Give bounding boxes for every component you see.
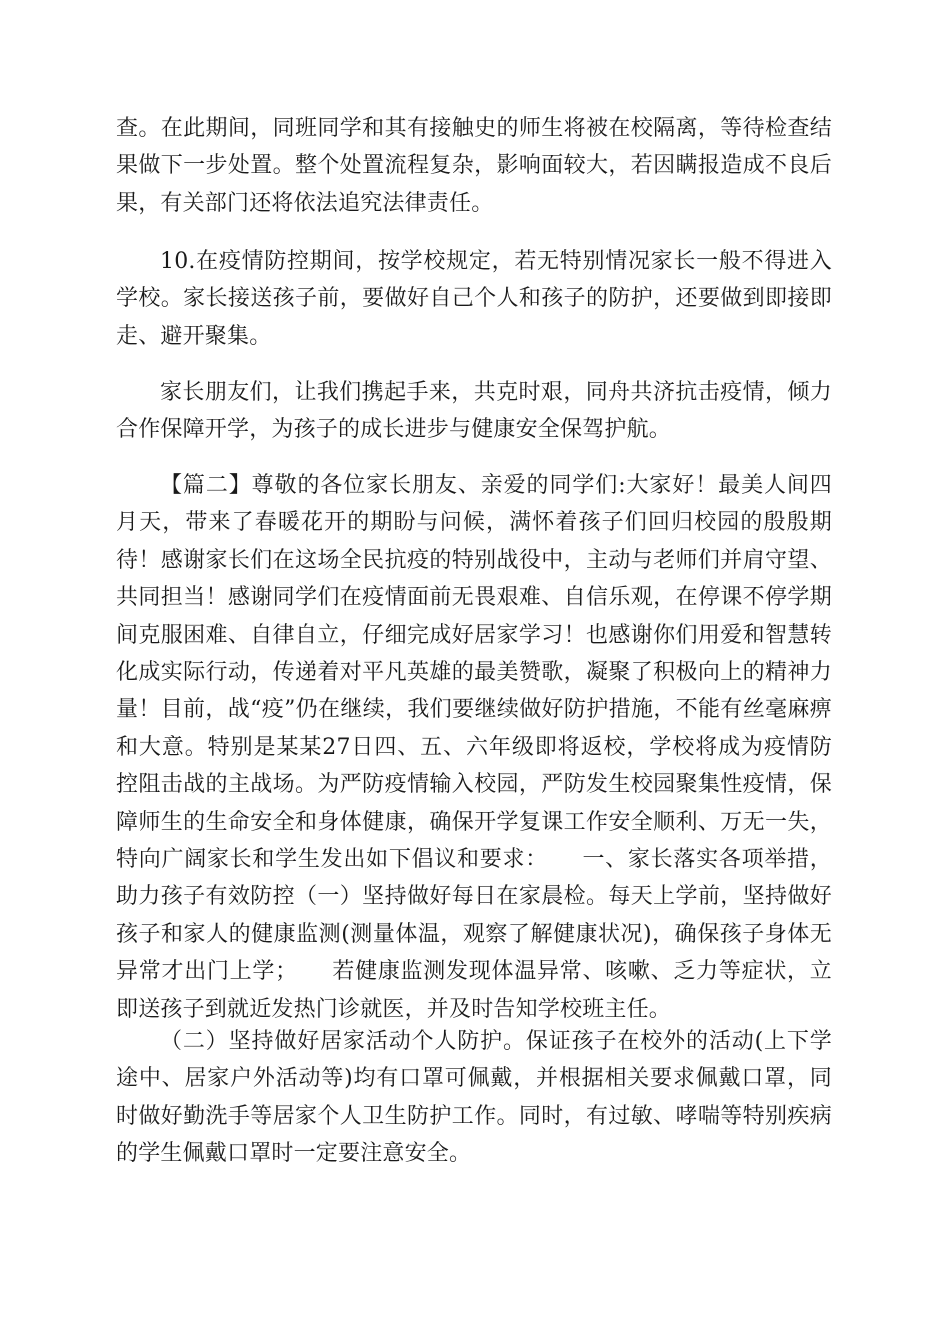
- paragraph-part-two: 【篇二】尊敬的各位家长朋友、亲爱的同学们:大家好！最美人间四月天，带来了春暖花开的期盼与问候，满怀着孩子们回归校园的殷殷期待！感谢家长们在这场全民抗疫的特别战役中，主动与老师们并肩守望、共同担当！感谢同学们在疫情面前无畏艰难、自信乐观，在停课不停学期间克服困难、自律自立，仔细完成好居家学习！也感谢你们用爱和智慧转化成实际行动，传递着对平凡英雄的最美赞歌，凝聚了积极向上的精神力量！目前，战“疫”仍在继续，我们要继续做好防护措施，不能有丝毫麻痹和大意。特别是某某27日四、五、六年级即将返校，学校将成为疫情防控阻击战的主战场。为严防疫情输入校园，严防发生校园聚集性疫情，保障师生的生命安全和身体健康，确保开学复课工作安全顺利、万无一失，特向广阔家长和学生发出如下倡议和要求： 一、家长落实各项举措，助力孩子有效防控（一）坚持做好每日在家晨检。每天上学前，坚持做好孩子和家人的健康监测(测量体温，观察了解健康状况)，确保孩子身体无异常才出门上学； 若健康监测发现体温异常、咳嗽、乏力等症状，立即送孩子到就近发热门诊就医，并及时告知学校班主任。: [116, 473, 832, 1022]
- paragraph-closing-appeal: 家长朋友们，让我们携起手来，共克时艰，同舟共济抗击疫情，倾力合作保障开学，为孩子的成长进步与健康安全保驾护航。: [116, 380, 832, 443]
- paragraph-personal-protection: （二）坚持做好居家活动个人防护。保证孩子在校外的活动(上下学途中、居家户外活动等)均有口罩可佩戴，并根据相关要求佩戴口罩，同时做好勤洗手等居家个人卫生防护工作。同时，有过敏、哮喘等特别疾病的学生佩戴口罩时一定要注意安全。: [116, 1029, 832, 1167]
- paragraph-isolation-notice: 查。在此期间，同班同学和其有接触史的师生将被在校隔离，等待检查结果做下一步处置。整个处置流程复杂，影响面较大，若因瞒报造成不良后果，有关部门还将依法追究法律责任。: [116, 116, 832, 216]
- paragraph-item-10: 10.在疫情防控期间，按学校规定，若无特别情况家长一般不得进入学校。家长接送孩子前，要做好自己个人和孩子的防护，还要做到即接即走、避开聚集。: [116, 249, 832, 349]
